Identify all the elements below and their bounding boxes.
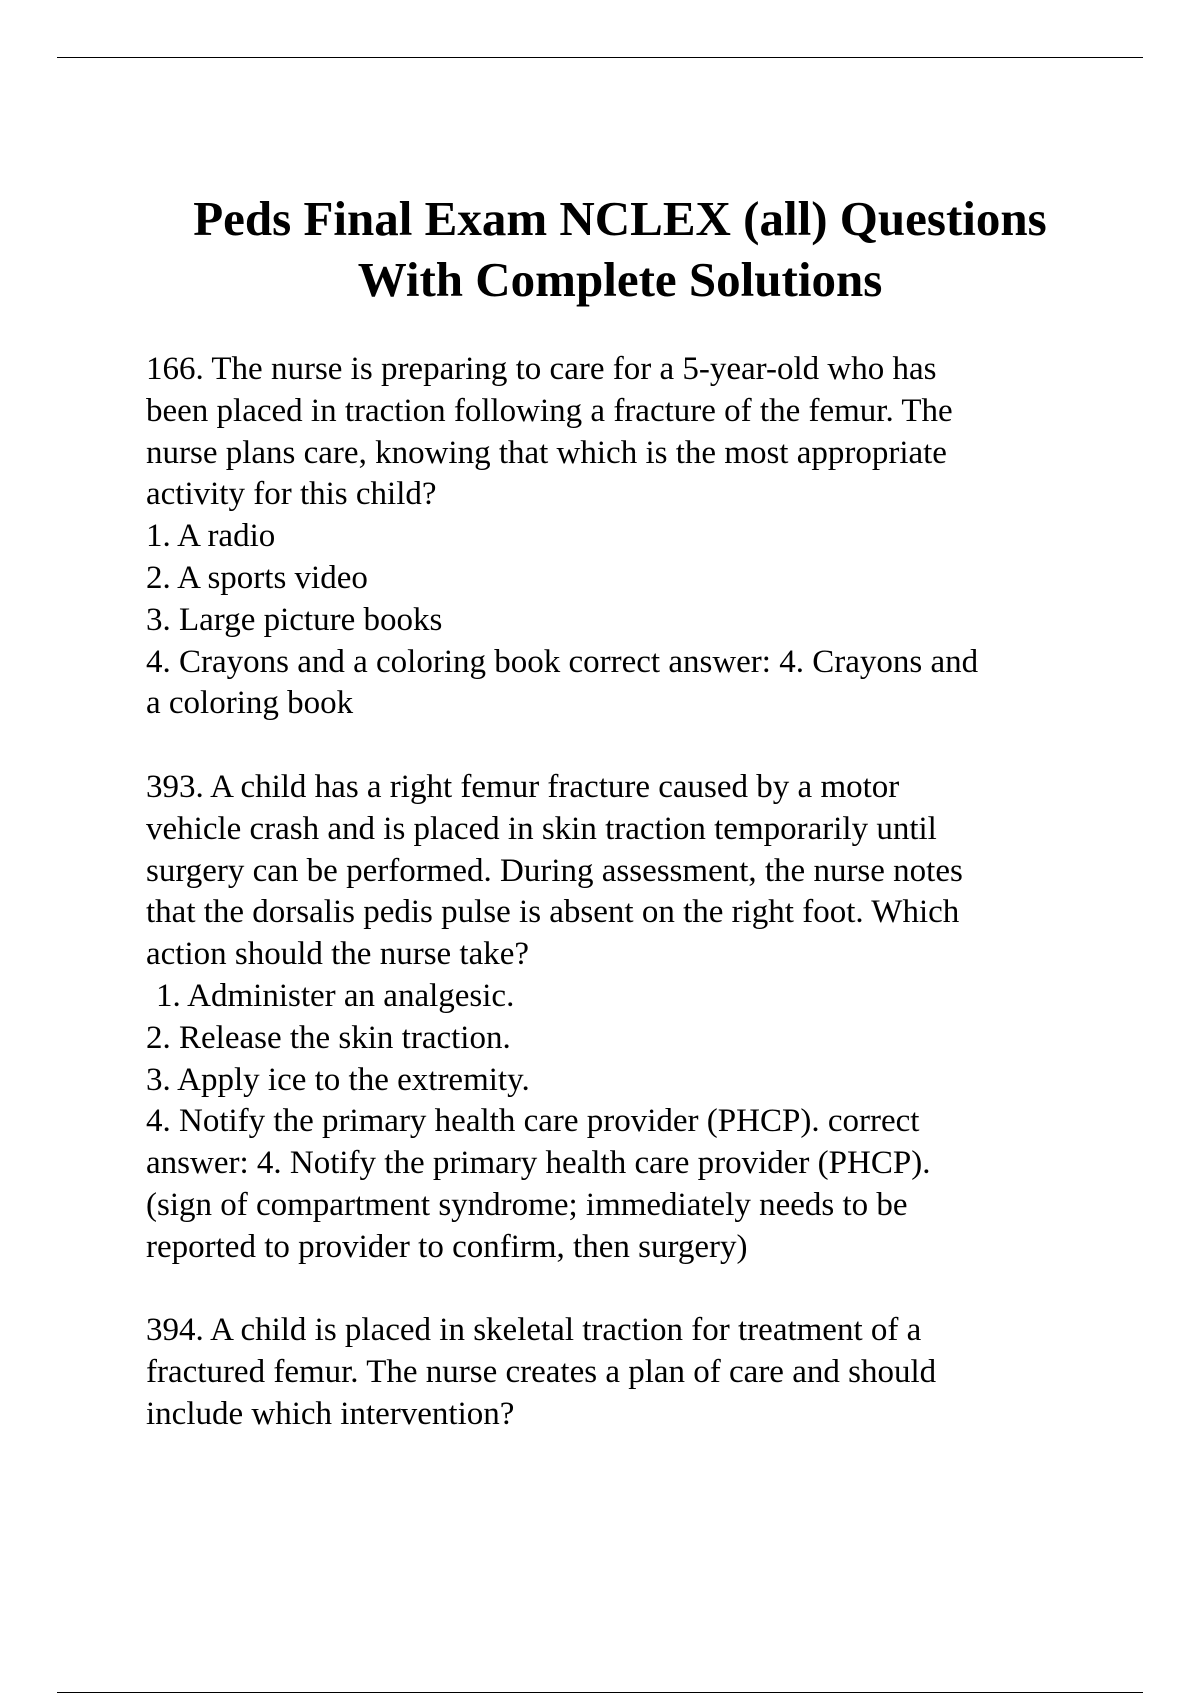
question-stem-line: that the dorsalis pedis pulse is absent on the right foot. Which bbox=[146, 894, 960, 931]
question-394 bbox=[146, 1310, 1106, 1435]
question-393 bbox=[146, 767, 1106, 1269]
rationale-line: (sign of compartment syndrome; immediately needs to be bbox=[146, 1186, 908, 1223]
answer-option: 3. Large picture books bbox=[146, 601, 443, 638]
question-stem-line: include which intervention? bbox=[146, 1395, 515, 1432]
answer-option: 2. Release the skin traction. bbox=[146, 1019, 511, 1056]
question-stem-line: nurse plans care, knowing that which is the most appropriate bbox=[146, 434, 947, 471]
title-line: Peds Final Exam NCLEX (all) Questions bbox=[193, 191, 1047, 246]
paragraph-gap bbox=[146, 1269, 1106, 1311]
footer-rule bbox=[57, 1692, 1143, 1693]
question-stem-line: fractured femur. The nurse creates a plan of care and should bbox=[146, 1354, 937, 1391]
header-rule bbox=[57, 57, 1143, 58]
question-stem-line: action should the nurse take? bbox=[146, 936, 530, 973]
question-166 bbox=[146, 349, 1106, 725]
paragraph-gap bbox=[146, 725, 1106, 767]
question-stem-line: 166. The nurse is preparing to care for a 5-year-old who has bbox=[146, 351, 937, 387]
question-stem-line: 394. A child is placed in skeletal traction for treatment of a bbox=[146, 1312, 922, 1349]
question-stem-line: 393. A child has a right femur fracture caused by a motor bbox=[146, 768, 900, 805]
answer-option: 4. Crayons and a coloring book correct answer: 4. Crayons and bbox=[146, 643, 979, 680]
answer-option: 2. A sports video bbox=[146, 559, 368, 596]
answer-option: 1. Administer an analgesic. bbox=[156, 977, 515, 1014]
rationale-line: reported to provider to confirm, then surgery) bbox=[146, 1228, 748, 1265]
question-stem-line: been placed in traction following a fracture of the femur. The bbox=[146, 392, 953, 429]
answer-option: 3. Apply ice to the extremity. bbox=[146, 1061, 530, 1098]
correct-answer-line: a coloring book bbox=[146, 685, 354, 722]
answer-option: 4. Notify the primary health care provider (PHCP). correct bbox=[146, 1103, 920, 1140]
title-line: With Complete Solutions bbox=[357, 252, 883, 307]
correct-answer-line: answer: 4. Notify the primary health care provider (PHCP). bbox=[146, 1145, 931, 1182]
question-stem-line: vehicle crash and is placed in skin traction temporarily until bbox=[146, 810, 937, 847]
document-body bbox=[146, 349, 1106, 1436]
question-stem-line: activity for this child? bbox=[146, 476, 437, 513]
answer-option: 1. A radio bbox=[146, 518, 276, 555]
document-title bbox=[0, 188, 1200, 310]
question-stem-line: surgery can be performed. During assessment, the nurse notes bbox=[146, 852, 963, 889]
